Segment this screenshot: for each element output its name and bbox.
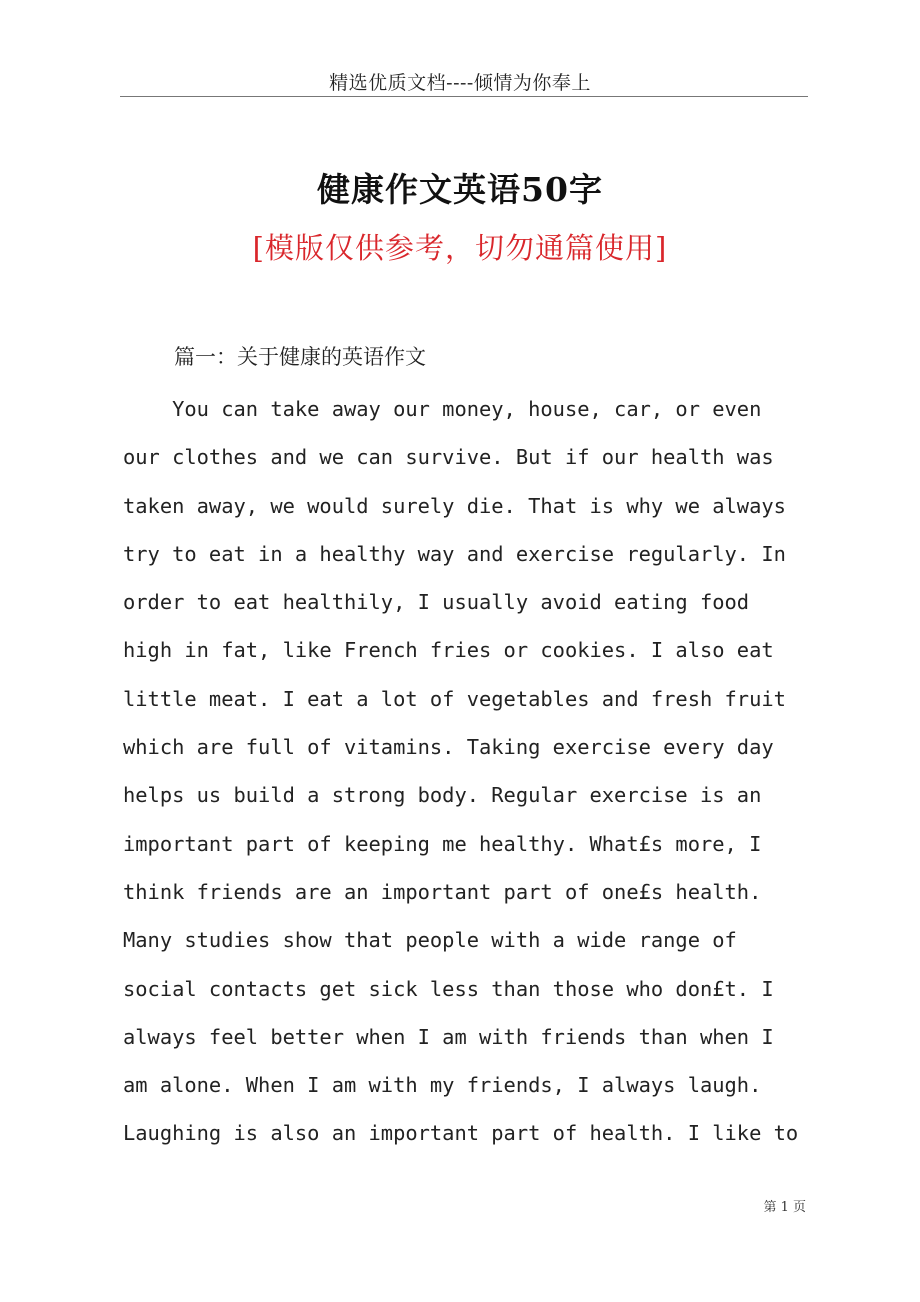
body-line: order to eat healthily, I usually avoid eating food bbox=[123, 590, 750, 615]
body-line: high in fat, like French fries or cookies. I also eat bbox=[123, 638, 774, 663]
section-heading: 篇一：关于健康的英语作文 bbox=[174, 345, 426, 369]
body-line: think friends are an important part of one£s health. bbox=[123, 879, 762, 904]
body-line: taken away, we would surely die. That is why we always bbox=[123, 493, 786, 518]
body-line: Laughing is also an important part of health. I like to bbox=[123, 1121, 799, 1146]
body-line: always feel better when I am with friends than when I bbox=[123, 1024, 774, 1049]
body-line: Many studies show that people with a wide range of bbox=[123, 928, 737, 953]
body-line: which are full of vitamins. Taking exercise every day bbox=[123, 735, 774, 760]
body-line: social contacts get sick less than those who don£t. I bbox=[123, 976, 774, 1001]
body-line: try to eat in a healthy way and exercise regularly. In bbox=[123, 541, 786, 566]
body-line: You can take away our money, house, car, or even bbox=[123, 397, 762, 421]
body-line: our clothes and we can survive. But if our health was bbox=[123, 445, 774, 470]
body-text bbox=[123, 390, 813, 1163]
document-title: 健康作文英语50字 bbox=[317, 170, 603, 209]
page-number: 第 1 页 bbox=[763, 1200, 806, 1215]
body-line: helps us build a strong body. Regular exercise is an bbox=[123, 783, 762, 808]
body-line: important part of keeping me healthy. What£s more, I bbox=[123, 831, 762, 856]
page-header: 精选优质文档----倾情为你奉上 bbox=[329, 72, 591, 94]
document-subtitle: [模版仅供参考，切勿通篇使用] bbox=[252, 231, 668, 265]
body-line: little meat. I eat a lot of vegetables and fresh fruit bbox=[123, 686, 786, 711]
body-line: am alone. When I am with my friends, I always laugh. bbox=[123, 1073, 762, 1098]
header-divider bbox=[120, 96, 808, 97]
